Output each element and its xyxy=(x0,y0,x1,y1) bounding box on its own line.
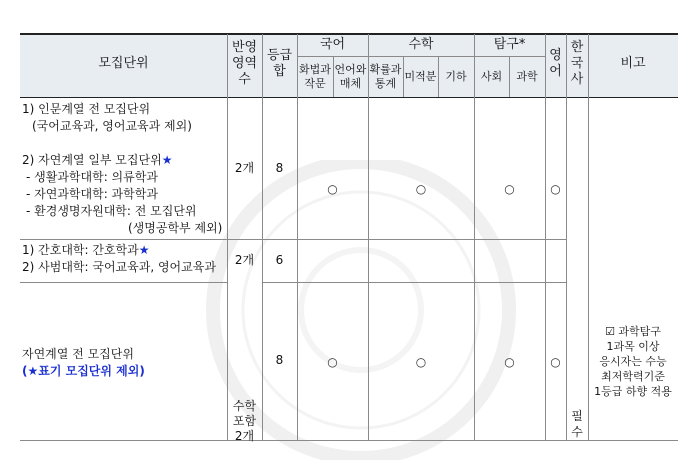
header-korean-sub2-line2: 매체 xyxy=(339,77,362,90)
header-inquiry-sub2: 과학 xyxy=(516,70,538,83)
header-inquiry-sub1: 사회 xyxy=(480,70,503,83)
header-korean-history-line1: 한 xyxy=(570,40,584,55)
header-korean-sub1-line1: 화법과 xyxy=(299,63,331,76)
row1-inquiry-mark: ○ xyxy=(504,182,515,196)
header-english-line2: 어 xyxy=(549,64,562,79)
header-subdivider xyxy=(297,56,545,57)
row1-line5: - 자연과학대학: 과학학과 xyxy=(26,187,158,201)
row1-line4: - 생활과학대학: 의류학과 xyxy=(26,170,158,184)
col-divider-4 xyxy=(368,34,369,440)
row3-korean-mark: ○ xyxy=(327,355,338,369)
row1-areas: 2개 xyxy=(234,161,255,175)
row3-remark-line4: 최저학력기준 xyxy=(601,370,665,383)
header-korean-history-line2: 국 xyxy=(570,56,584,71)
row2-star: ★ xyxy=(138,243,150,257)
row3-remark-line1: ☑ 과학탐구 xyxy=(605,325,661,338)
header-bottom-border xyxy=(20,97,678,98)
row1-bottom-border xyxy=(20,239,566,240)
header-math-sub1-line1: 확률과 xyxy=(369,63,402,76)
row3-line2: (★표기 모집단위 제외) xyxy=(22,364,145,378)
col-divider-6 xyxy=(545,34,546,440)
header-grade-line2: 합 xyxy=(273,64,286,79)
row2-line1: 1) 간호대학: 간호학과 xyxy=(22,243,139,257)
row3-remark-line3: 응시자는 수능 xyxy=(599,355,667,368)
table-bottom-border xyxy=(20,440,678,441)
header-korean-sub1-line2: 작문 xyxy=(304,77,326,90)
row1-math-mark: ○ xyxy=(415,182,427,196)
row1-english-mark: ○ xyxy=(550,182,561,196)
header-inquiry xyxy=(474,37,545,53)
row1-star: ★ xyxy=(161,153,173,167)
header-korean: 국어 xyxy=(319,37,346,52)
header-areas-line1: 반영 xyxy=(231,40,258,55)
row3-areas-line2: 포함 xyxy=(232,414,257,428)
row1-line1: 1) 인문계열 전 모집단위 xyxy=(22,102,151,116)
row2-bottom-border-right xyxy=(262,282,566,283)
row3-inquiry-mark: ○ xyxy=(504,355,515,369)
col-divider-3 xyxy=(297,34,298,440)
row2-areas: 2개 xyxy=(234,253,255,267)
col-divider-2 xyxy=(262,34,263,440)
row1-line7: (생명공학부 제외) xyxy=(128,221,223,235)
header-korean-sub2-line1: 언어와 xyxy=(334,63,367,76)
row3-line1: 자연계열 전 모집단위 xyxy=(22,347,134,361)
korean-history-required-line1: 필 xyxy=(571,409,583,423)
header-areas-line2: 영역 xyxy=(231,56,258,71)
header-grade-line1: 등급 xyxy=(266,48,293,63)
row3-english-mark: ○ xyxy=(550,355,561,369)
col-divider-5 xyxy=(474,34,475,440)
row3-areas-line3: 2개 xyxy=(234,429,255,443)
row1-korean-mark: ○ xyxy=(327,182,338,196)
header-inquiry-mark: * xyxy=(518,37,526,52)
row3-remark-line2: 1과목 이상 xyxy=(606,340,660,353)
row3-remark-line5: 1등급 하향 적용 xyxy=(594,385,672,398)
row3-grade: 8 xyxy=(275,353,284,367)
header-unit: 모집단위 xyxy=(98,56,149,71)
korean-history-required-line2: 수 xyxy=(571,425,583,439)
header-remarks: 비고 xyxy=(620,56,646,71)
header-math-sub3: 기하 xyxy=(445,70,467,83)
header-math: 수학 xyxy=(408,37,434,52)
header-math-sub2: 미적분 xyxy=(404,70,437,83)
row2-grade: 6 xyxy=(275,253,284,267)
row2-line1-wrap xyxy=(22,242,150,258)
row1-line3-wrap xyxy=(22,152,172,168)
row3-math-mark: ○ xyxy=(415,355,427,369)
row2-bottom-border-left xyxy=(20,282,227,283)
row1-line2: (국어교육과, 영어교육과 제외) xyxy=(32,119,192,133)
row3-areas-line1: 수학 xyxy=(232,399,257,413)
top-border xyxy=(20,33,678,35)
col-divider-7 xyxy=(566,34,567,440)
row1-grade: 8 xyxy=(275,161,284,175)
header-inquiry-label: 탐구 xyxy=(493,37,519,52)
header-areas-line3: 수 xyxy=(238,72,251,87)
col-divider-1 xyxy=(227,34,228,440)
row1-line6: - 환경생명자원대학: 전 모집단위 xyxy=(26,204,197,218)
row1-line3: 2) 자연계열 일부 모집단위 xyxy=(22,153,162,167)
header-korean-history-line3: 사 xyxy=(570,72,584,87)
row2-line2: 2) 사범대학: 국어교육과, 영어교육과 xyxy=(22,260,216,274)
header-math-sub1-line2: 통계 xyxy=(374,77,397,90)
header-english-line1: 영 xyxy=(549,48,562,63)
